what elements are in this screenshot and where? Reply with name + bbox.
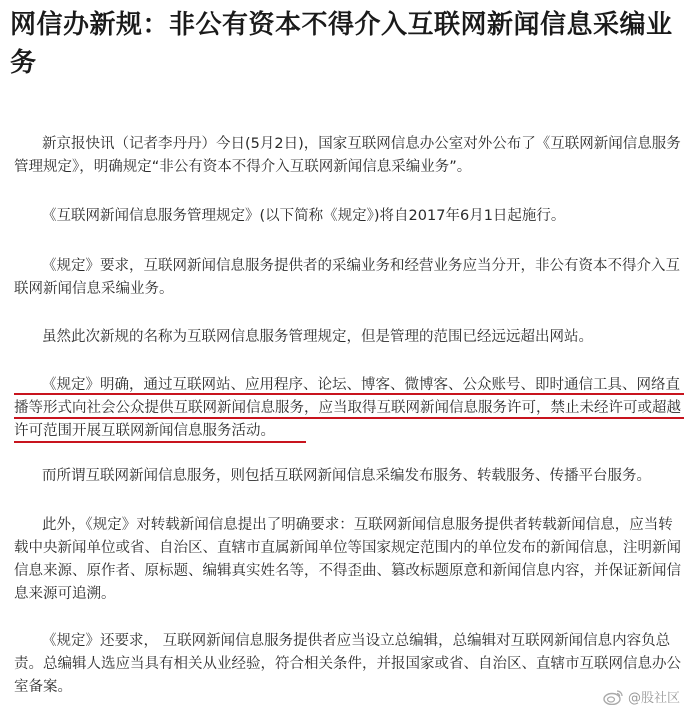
paragraph-1: 新京报快讯（记者李丹丹）今日(5月2日)，国家互联网信息办公室对外公布了《互联网新闻信息服务管理规定》，明确规定“非公有资本不得介入互联网新闻信息采编业务”。 bbox=[14, 136, 681, 175]
red-underline-1 bbox=[14, 393, 684, 395]
paragraph-2: 《互联网新闻信息服务管理规定》(以下简称《规定》)将自2017年6月1日起施行。 bbox=[42, 208, 566, 224]
red-underline-3 bbox=[14, 441, 306, 443]
article-title: 网信办新规：非公有资本不得介入互联网新闻信息采编业务 bbox=[10, 10, 673, 78]
red-underline-2 bbox=[14, 417, 684, 419]
paragraph-4: 虽然此次新规的名称为互联网信息服务管理规定，但是管理的范围已经远远超出网站。 bbox=[42, 329, 593, 345]
watermark bbox=[603, 687, 680, 706]
paragraph-8: 《规定》还要求， 互联网新闻信息服务提供者应当设立总编辑，总编辑对互联网新闻信息内容负总责。总编辑人选应当具有相关从业经验，符合相关条件，并报国家或省、自治区、直辖市互联网信息办公室备案。 bbox=[14, 633, 681, 695]
weibo-icon bbox=[603, 689, 623, 705]
watermark-text: @股社区 bbox=[627, 691, 680, 706]
paragraph-7: 此外，《规定》对转载新闻信息提出了明确要求：互联网新闻信息服务提供者转载新闻信息，应当转载中央新闻单位或省、自治区、直辖市直属新闻单位等国家规定范围内的单位发布的新闻信息，注明新闻信息来源、原作者、原标题、编辑真实姓名等，不得歪曲、篡改标题原意和新闻信息内容，并保证新闻信息来源可追溯。 bbox=[14, 517, 681, 602]
paragraph-3: 《规定》要求，互联网新闻信息服务提供者的采编业务和经营业务应当分开，非公有资本不得介入互联网新闻信息采编业务。 bbox=[14, 258, 680, 297]
paragraph-5-highlighted: 《规定》明确，通过互联网站、应用程序、论坛、博客、微博客、公众账号、即时通信工具、网络直播等形式向社会公众提供互联网新闻信息服务，应当取得互联网新闻信息服务许可，禁止未经许可或超越许可范围开展互联网新闻信息服务活动。 bbox=[14, 377, 681, 439]
paragraph-6: 而所谓互联网新闻信息服务，则包括互联网新闻信息采编发布服务、转载服务、传播平台服务。 bbox=[42, 468, 651, 484]
